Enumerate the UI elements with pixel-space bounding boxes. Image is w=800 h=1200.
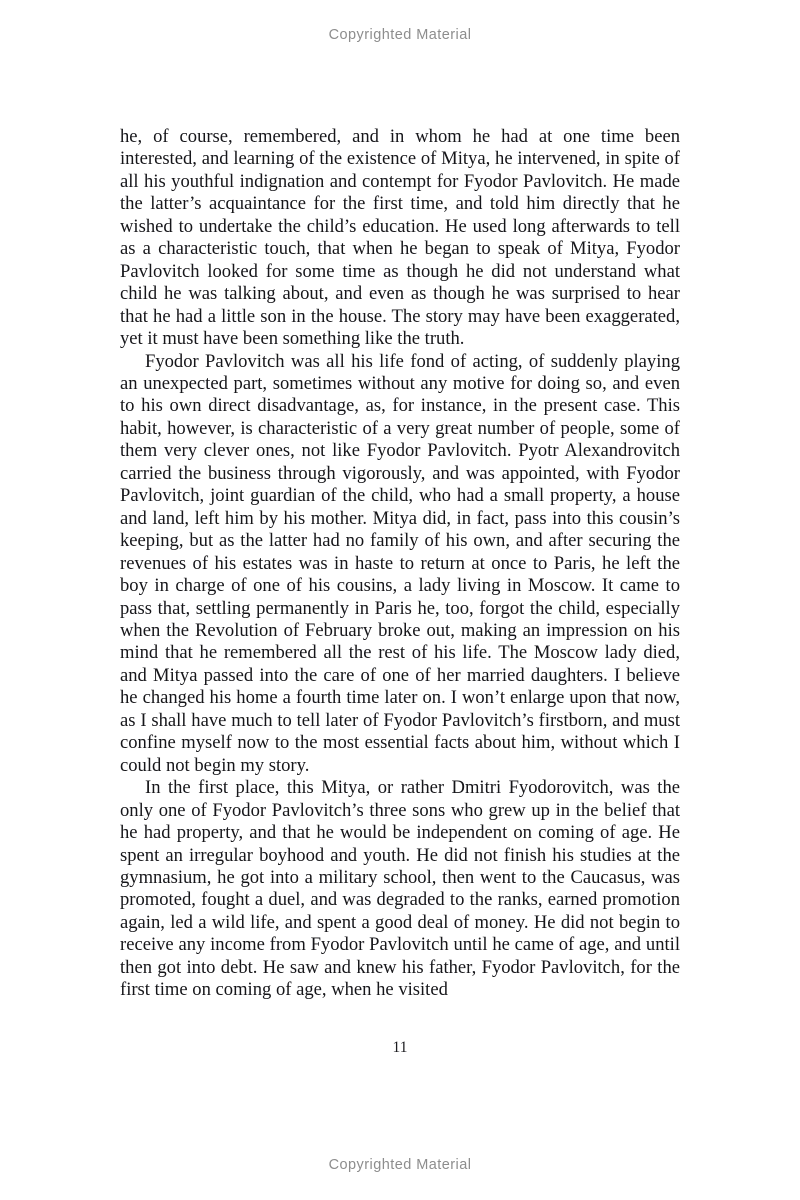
footer-watermark: Copyrighted Material (328, 1157, 472, 1173)
paragraph: Fyodor Pavlovitch was all his life fond of acting, of suddenly playing an unexpected part, sometimes without any motive for doing so, and even to his own direct disadvantage, as, for instance, in the present case. This habit, however, is characteristic of a very great number of people, some of them very clever ones, not like Fyodor Pavlovitch. Pyotr Alexandrovitch carried the business through vigorously, and was appointed, with Fyodor Pavlovitch, joint guardian of the child, who had a small property, a house and land, left him by his mother. Mitya did, in fact, pass into this cousin’s keeping, but as the latter had no family of his own, and after securing the revenues of his estates was in haste to return at once to Paris, he left the boy in charge of one of his cousins, a lady living in Moscow. It came to pass that, settling permanently in Paris he, too, forgot the child, especially when the Revolution of February broke out, making an impression on his mind that he remembered all the rest of his life. The Moscow lady died, and Mitya passed into the care of one of her married daughters. I believe he changed his home a fourth time later on. I won’t enlarge upon that now, as I shall have much to tell later of Fyodor Pavlovitch’s firstborn, and must confine myself now to the most essential facts about him, without which I could not begin my story. (120, 350, 680, 776)
page-number: 11 (392, 1039, 408, 1056)
paragraph: he, of course, remembered, and in whom he had at one time been interested, and learning of the existence of Mitya, he intervened, in spite of all his youthful indignation and contempt for Fyodor Pavlovitch. He made the latter’s acquaintance for the first time, and told him directly that he wished to undertake the child’s education. He used long afterwards to tell as a characteristic touch, that when he began to speak of Mitya, Fyodor Pavlovitch looked for some time as though he did not understand what child he was talking about, and even as though he was surprised to hear that he had a little son in the house. The story may have been exaggerated, yet it must have been something like the truth. (120, 126, 680, 350)
header-watermark: Copyrighted Material (328, 27, 472, 43)
paragraph: In the first place, this Mitya, or rather Dmitri Fyodorovitch, was the only one of Fyodor Pavlovitch’s three sons who grew up in the belief that he had property, and that he would be independent on coming of age. He spent an irregular boyhood and youth. He did not finish his studies at the gymnasium, he got into a military school, then went to the Caucasus, was promoted, fought a duel, and was degraded to the ranks, earned promotion again, led a wild life, and spent a good deal of money. He did not begin to receive any income from Fyodor Pavlovitch until he came of age, and until then got into debt. He saw and knew his father, Fyodor Pavlovitch, for the first time on coming of age, when he visited (120, 777, 680, 1001)
body-text-column (120, 126, 680, 1002)
